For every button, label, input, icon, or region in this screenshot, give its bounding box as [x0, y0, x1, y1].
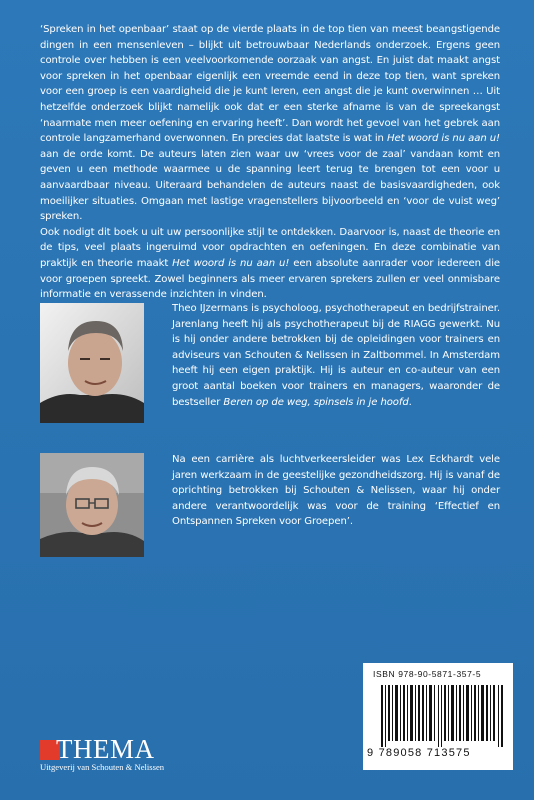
portrait-lex-image	[40, 453, 144, 557]
author-bio-theo	[172, 301, 500, 410]
publisher-name: THEMA	[56, 734, 155, 764]
isbn-barcode	[363, 663, 513, 770]
isbn-number: ISBN 978-90-5871-357-5	[373, 669, 482, 679]
book-title-inline: Het woord is nu aan u!	[172, 257, 290, 269]
portrait-theo-image	[40, 303, 144, 423]
blurb-paragraph-1	[40, 22, 500, 225]
barcode-digits: 9 789058 713575	[367, 747, 471, 759]
author-photo-theo	[40, 303, 144, 423]
author-photo-lex	[40, 453, 144, 557]
bestseller-title: Beren op de weg, spinsels in je hoofd	[223, 396, 409, 408]
blurb-paragraph-2	[40, 225, 500, 303]
bio-punctuation: .	[408, 396, 412, 408]
blurb	[40, 22, 500, 303]
blurb-text: ‘Spreken in het openbaar’ staat op de vierde plaats in de top tien van meest beangstigende dingen in een mensenleven – blijkt uit betrouwbaar Nederlands onderzoek. Ergens geen controle over hebben is een veelvoorkomende oorzaak van angst. En juist dat maakt angst voor spreken in het openbaar eigenlijk een vreemde eend in deze top tien, want spreken voor een groep is een vaardigheid die je kunt leren, een angst die je kunt overwinnen … Uit hetzelfde onderzoek blijkt namelijk ook dat er een sterke afname is van de spreekangst ‘naarmate men meer oefening en ervaring heeft’. Dan wordt het gevoel van het gebrek aan controle langzamerhand overwonnen. En precies dat laatste is wat in	[40, 24, 500, 145]
book-title-inline: Het woord is nu aan u!	[387, 133, 501, 145]
barcode-bars	[381, 685, 505, 747]
blurb-text: Ook nodigt dit boek u uit uw persoonlijke stijl te ontdekken. Daarvoor is, naast de theorie en de tips, veel plaats ingeruimd voor opdrachten en oefeningen. En deze combinatie van praktijk en theorie maakt	[40, 226, 500, 269]
author-bio-lex: Na een carrière als luchtverkeersleider was Lex Eckhardt vele jaren werkzaam in de geestelijke gezondheidszorg. Hij is vanaf de oprichting betrokken bij Schouten & Nelissen, waar hij onder andere verantwoordelijk was voor de training ‘Effectief en Ontspannen Spreken voor Groepen’.	[172, 454, 500, 528]
blurb-text: een absolute aanrader voor iedereen die voor groepen spreekt. Zowel beginners als meer ervaren sprekers zullen er veel onmisbare informatie en verassende inzichten in vinden.	[40, 257, 501, 301]
blurb-text: aan de orde komt. De auteurs laten zien waar uw ‘vrees voor de zaal’ vandaan komt en geven u een methode waarmee u de spanning leert terug te brengen tot een voor u aanvaardbaar niveau. Uiteraard behandelen de auteurs naast de basisvaardigheden, ook moeilijker situaties. Omgaan met lastige vragenstellers bijvoorbeeld en ‘voor de vuist weg’ spreken.	[40, 148, 500, 223]
publisher-tagline: Uitgeverij van Schouten & Nelissen	[40, 762, 165, 772]
bio-text: Theo IJzermans is psycholoog, psychotherapeut en bedrijfstrainer. Jarenlang heeft hij als psychotherapeut bij de RIAGG gewerkt. Nu is hij onder andere betrokken bij de opleidingen voor trainers en adviseurs van Schouten & Nelissen in Zaltbommel. In Amsterdam heeft hij een eigen praktijk. Hij is auteur en co-auteur van een groot aantal boeken voor trainers en managers, waaronder de bestseller	[172, 303, 500, 408]
